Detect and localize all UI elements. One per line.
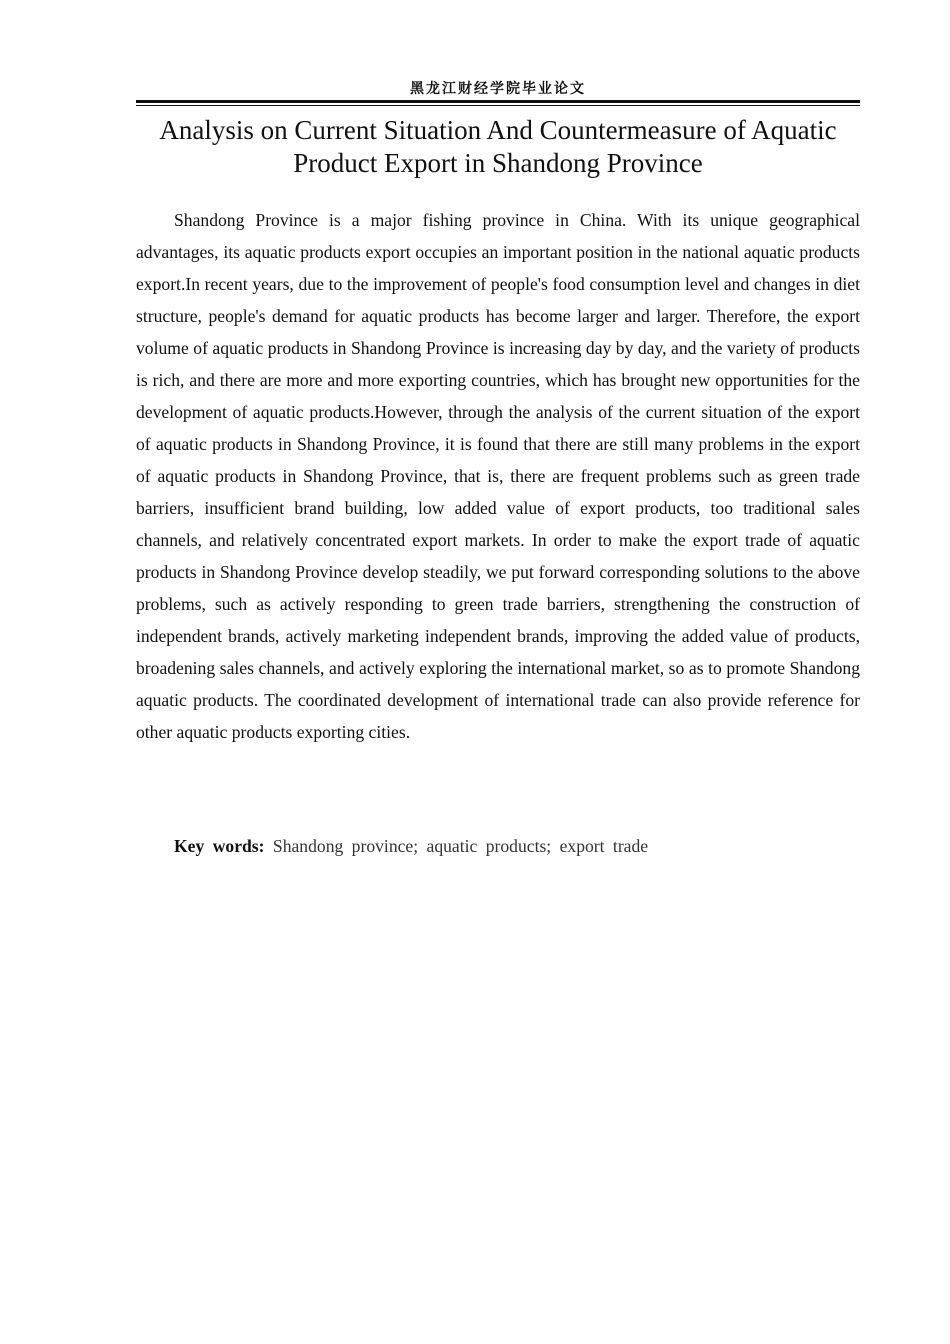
keywords-label: Key words: [174,836,265,856]
header-rule [136,100,860,106]
keywords-line [136,830,860,862]
paper-title: Analysis on Current Situation And Countermeasure of Aquatic Product Export in Shandong Province [159,115,837,178]
keywords-text: Shandong province; aquatic products; export trade [272,836,649,856]
abstract-paragraph: Shandong Province is a major fishing province in China. With its unique geographical advantages, its aquatic products export occupies an important position in the national aquatic products export.In recent years, due to the improvement of people's food consumption level and changes in diet structure, people's demand for aquatic products has become larger and larger. Therefore, the export volume of aquatic products in Shandong Province is increasing day by day, and the variety of products is rich, and there are more and more exporting countries, which has brought new opportunities for the development of aquatic products.However, through the analysis of the current situation of the export of aquatic products in Shandong Province, it is found that there are still many problems in the export of aquatic products in Shandong Province, that is, there are frequent problems such as green trade barriers, insufficient brand building, low added value of export products, too traditional sales channels, and relatively concentrated export markets. In order to make the export trade of aquatic products in Shandong Province develop steadily, we put forward corresponding solutions to the above problems, such as actively responding to green trade barriers, strengthening the construction of independent brands, actively marketing independent brands, improving the added value of products, broadening sales channels, and actively exploring the international market, so as to promote Shandong aquatic products. The coordinated development of international trade can also provide reference for other aquatic products exporting cities. [136,210,860,742]
running-header: 黑龙江财经学院毕业论文 [410,81,586,97]
